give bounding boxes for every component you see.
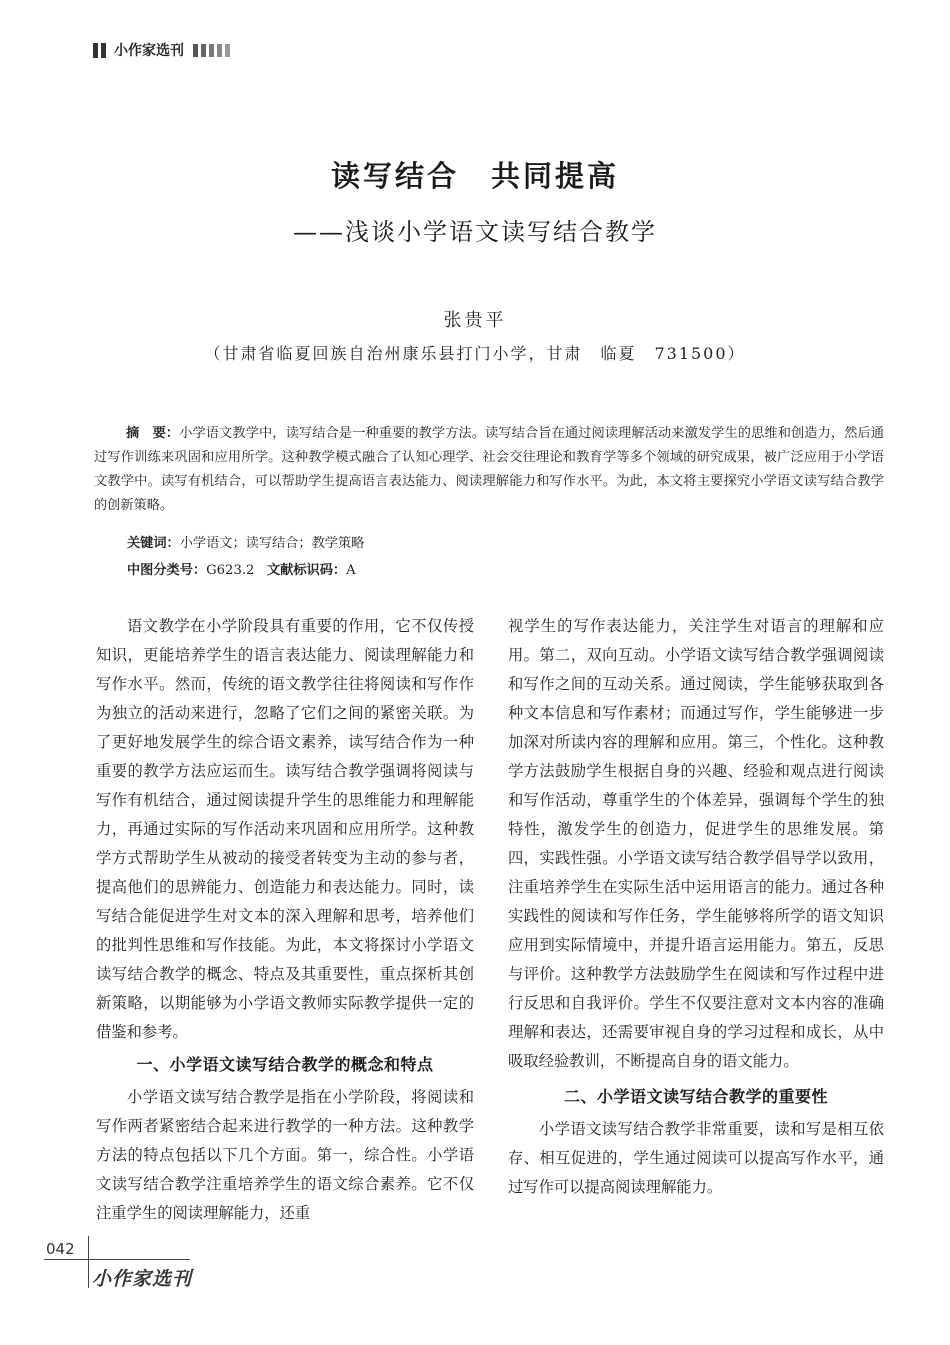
footer-rule	[44, 1259, 190, 1260]
doc-code-value: A	[346, 563, 356, 578]
body-paragraph: 视学生的写作表达能力，关注学生对语言的理解和应用。第二，双向互动。小学语文读写结合教学强调阅读和写作之间的互动关系。通过阅读，学生能够获取到各种文本信息和写作素材；而通过写作，学生能够进一步加深对所读内容的理解和应用。第三，个性化。这种教学方法鼓励学生根据自身的兴趣、经验和观点进行阅读和写作活动，尊重学生的个体差异，强调每个学生的独特性，激发学生的创造力，促进学生的思维发展。第四，实践性强。小学语文读写结合教学倡导学以致用，注重培养学生在实际生活中运用语言的能力。通过各种实践性的阅读和写作任务，学生能够将所学的语文知识应用到实际情境中，并提升语言运用能力。第五，反思与评价。这种教学方法鼓励学生在阅读和写作过程中进行反思和自我评价。学生不仅要注意对文本内容的准确理解和表达，还需要审视自身的学习过程和成长，从中吸取经验教训，不断提高自身的语文能力。	[508, 617, 884, 1070]
abstract	[94, 422, 884, 518]
keywords	[127, 534, 364, 554]
abstract-text: 小学语文教学中，读写结合是一种重要的教学方法。读写结合旨在通过阅读理解活动来激发学生的思维和创造力，然后通过写作训练来巩固和应用所学。这种教学模式融合了认知心理学、社会交往理论和教育学等多个领域的研究成果，被广泛应用于小学语文教学中。读写有机结合，可以帮助学生提高语言表达能力、阅读理解能力和写作水平。为此，本文将主要探究小学语文读写结合教学的创新策略。	[94, 426, 884, 513]
abstract-label: 摘 要：	[126, 426, 180, 441]
classification	[127, 561, 356, 581]
body-paragraph: 小学语文读写结合教学非常重要，读和写是相互依存、相互促进的，学生通过阅读可以提高写作水平，通过写作可以提高阅读理解能力。	[508, 1120, 884, 1196]
doc-code-label: 文献标识码：	[267, 563, 347, 578]
running-header	[93, 40, 230, 60]
header-gradient-bars-icon	[193, 44, 230, 57]
body-column-right	[508, 612, 884, 1202]
footer-vertical-rule	[88, 1236, 89, 1288]
journal-name: 小作家选刊	[114, 43, 184, 59]
body-paragraph: 语文教学在小学阶段具有重要的作用，它不仅传授知识，更能培养学生的语言表达能力、阅读理解能力和写作水平。然而，传统的语文教学往往将阅读和写作作为独立的活动来进行，忽略了它们之间的紧密关联。为了更好地发展学生的综合语文素养，读写结合作为一种重要的教学方法应运而生。读写结合教学强调将阅读与写作有机结合，通过阅读提升学生的思维能力和理解能力，再通过实际的写作活动来巩固和应用所学。这种教学方式帮助学生从被动的接受者转变为主动的参与者，提高他们的思辨能力、创造能力和表达能力。同时，读写结合能促进学生对文本的深入理解和思考，培养他们的批判性思维和写作技能。为此，本文将探讨小学语文读写结合教学的概念、特点及其重要性，重点探析其创新策略，以期能够为小学语文教师实际教学提供一定的借鉴和参考。	[96, 617, 474, 1041]
header-bars-icon	[93, 43, 106, 58]
article-title: 读写结合 共同提高	[330, 159, 619, 193]
keywords-text: 小学语文；读写结合；教学策略	[179, 536, 365, 551]
section-heading-2: 二、小学语文读写结合教学的重要性	[563, 1087, 828, 1106]
clc-label: 中图分类号：	[127, 563, 207, 578]
body-paragraph: 小学语文读写结合教学是指在小学阶段，将阅读和写作两者紧密结合起来进行教学的一种方法。这种教学方法的特点包括以下几个方面。第一，综合性。小学语文读写结合教学注重培养学生的语文综合素养。它不仅注重学生的阅读理解能力，还重	[96, 1088, 474, 1222]
footer-logo: 小作家选刊	[92, 1268, 193, 1290]
author-affiliation: （甘肃省临夏回族自治州康乐县打门小学，甘肃 临夏 731500）	[204, 344, 746, 363]
body-column-left	[96, 612, 474, 1228]
author-name: 张贵平	[443, 310, 507, 331]
keywords-label: 关键词：	[127, 536, 180, 551]
article-subtitle: ——浅谈小学语文读写结合教学	[293, 218, 657, 246]
page-number: 042	[46, 1240, 75, 1258]
clc-value: G623.2	[206, 563, 255, 578]
section-heading-1: 一、小学语文读写结合教学的概念和特点	[136, 1055, 434, 1074]
